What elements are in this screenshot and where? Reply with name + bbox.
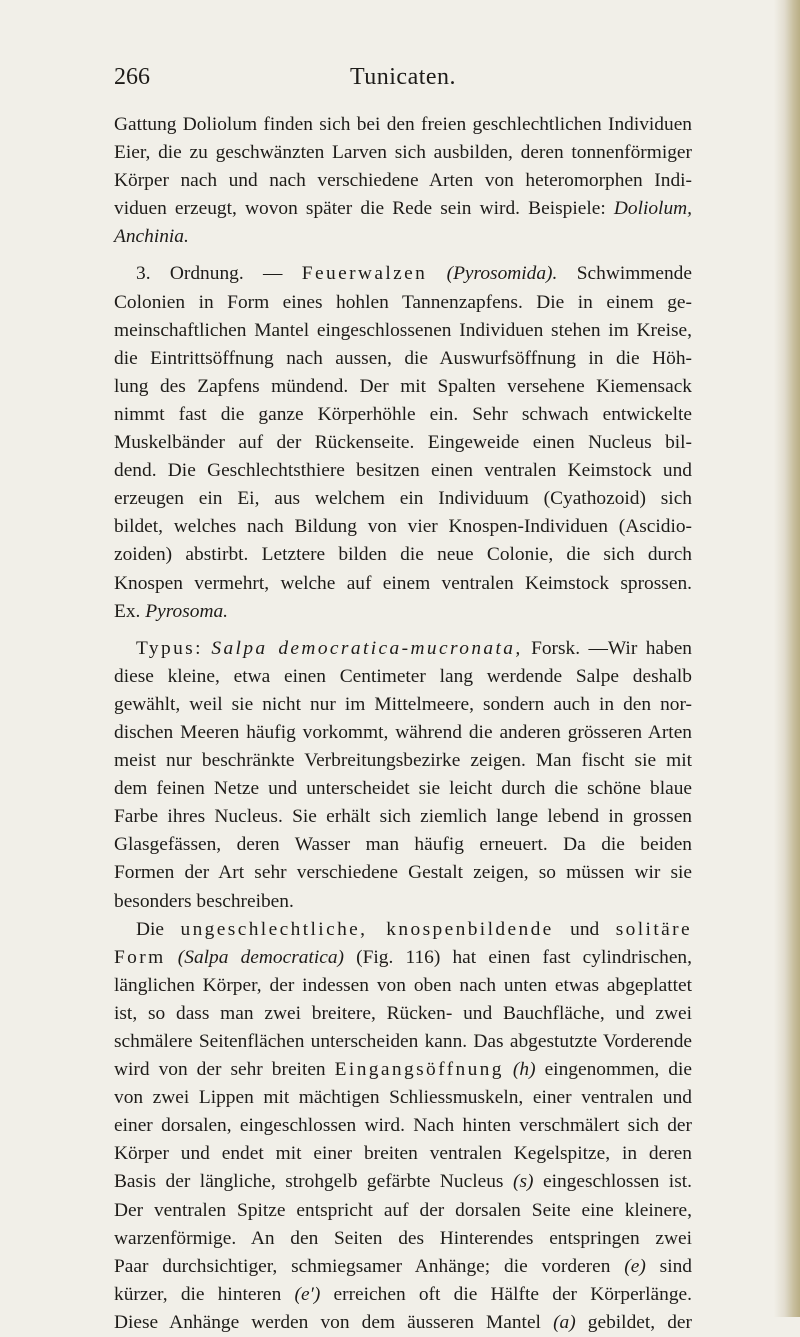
- spaced-term: Eingangsöffnung: [334, 1059, 504, 1081]
- text-run: erreichen oft die Hälfte der Körperlänge.: [333, 1283, 692, 1305]
- text-line: besonders beschreiben.: [114, 890, 294, 912]
- spaced-term: ungeschlechtliche, knospenbildende: [180, 918, 554, 940]
- order-label: 3. Ordnung. —: [136, 263, 283, 285]
- text-line: länglichen Körper, der indessen von oben nach unten etwas abgeplattet: [114, 974, 692, 996]
- text-line: [114, 1309, 692, 1337]
- genus-name: Doliolum,: [613, 198, 692, 220]
- text-line: dischen Meeren häufig vorkommt, während die anderen grösseren Arten: [114, 721, 692, 743]
- text-run: kürzer, die hinteren: [114, 1283, 282, 1305]
- genus-name: Anchinia.: [114, 226, 189, 248]
- order-name: Feuerwalzen: [301, 263, 428, 285]
- text-line: [114, 223, 692, 251]
- text-line: Formen der Art sehr verschiedene Gestalt zeigen, so müssen wir sie: [114, 862, 692, 884]
- text-run: und: [570, 918, 600, 940]
- body-text: [114, 111, 692, 1337]
- text-line: von zwei Lippen mit mächtigen Schliessmuskeln, einer ventralen und: [114, 1087, 692, 1109]
- text-line: lung des Zapfens mündend. Der mit Spalten versehene Kiemensack: [114, 375, 692, 397]
- text-line: Knospen vermehrt, welche auf einem ventralen Keimstock sprossen.: [114, 572, 692, 594]
- text-run: Schwimmende: [576, 263, 692, 285]
- text-line: zoiden) abstirbt. Letztere bilden die neue Colonie, die sich durch: [114, 544, 692, 566]
- text-line: [114, 916, 692, 944]
- text-line: ist, so dass man zwei breitere, Rücken- und Bauchfläche, und zwei: [114, 1002, 692, 1024]
- text-line: Eier, die zu geschwänzten Larven sich ausbilden, deren tonnenförmiger: [114, 142, 692, 164]
- text-line: meinschaftlichen Mantel eingeschlossenen Individuen stehen im Kreise,: [114, 319, 692, 341]
- text-line: gewählt, weil sie nicht nur im Mittelmeere, sondern auch in den nor-: [114, 693, 692, 715]
- text-run: Ex.: [114, 600, 141, 622]
- text-line: warzenförmige. An den Seiten des Hinterendes entspringen zwei: [114, 1227, 692, 1249]
- spaced-term: solitäre: [615, 918, 692, 940]
- text-run: gebildet, der: [587, 1311, 692, 1333]
- text-line: nimmt fast die ganze Körperhöhle ein. Sehr schwach entwickelte: [114, 403, 692, 425]
- text-run: sind: [659, 1255, 692, 1277]
- text-run: Basis der längliche, strohgelb gefärbte Nucleus: [114, 1171, 504, 1193]
- text-run: eingeschlossen ist.: [542, 1171, 692, 1193]
- species-name: Salpa democratica-mucronata,: [211, 637, 523, 659]
- text-run: eingenommen, die: [544, 1059, 692, 1081]
- text-run: Die: [136, 918, 164, 940]
- text-line: [114, 1056, 692, 1084]
- text-line: [114, 260, 692, 288]
- running-title: Tunicaten.: [349, 64, 457, 90]
- text-line: einer dorsalen, eingeschlossen wird. Nach hinten verschmälert sich der: [114, 1115, 692, 1137]
- species-name: (Salpa democratica): [177, 946, 344, 968]
- figure-letter: (s): [513, 1171, 534, 1193]
- genus-name: Pyrosoma.: [145, 600, 229, 622]
- text-line: Gattung Doliolum finden sich bei den freien geschlechtlichen Individuen: [114, 114, 692, 135]
- type-label: Typus:: [136, 637, 203, 659]
- text-run: Paar durchsichtiger, schmiegsamer Anhänge; die vorderen: [114, 1255, 611, 1277]
- spaced-term: Form: [114, 946, 166, 968]
- text-line: schmälere Seitenflächen unterscheiden kann. Das abgestutzte Vorderende: [114, 1031, 692, 1052]
- text-line: [114, 944, 692, 972]
- text-line: Farbe ihres Nucleus. Sie erhält sich ziemlich lange lebend in grossen: [114, 806, 692, 828]
- text-line: Körper und endet mit einer breiten ventralen Kegelspitze, in deren: [114, 1143, 692, 1165]
- figure-letter: (e′): [294, 1283, 321, 1305]
- text-line: [114, 1253, 692, 1281]
- text-line: Colonien in Form eines hohlen Tannenzapfens. Die in einem ge-: [114, 291, 692, 313]
- text-run: Forsk. —Wir haben: [531, 637, 692, 659]
- text-line: diese kleine, etwa einen Centimeter lang werdende Salpe deshalb: [114, 665, 692, 687]
- text-line: die Eintrittsöffnung nach aussen, die Auswurfsöffnung in die Höh-: [114, 347, 692, 369]
- text-line: erzeugen ein Ei, aus welchem ein Individuum (Cyathozoid) sich: [114, 488, 692, 510]
- text-line: meist nur beschränkte Verbreitungsbezirke zeigen. Man fischt sie mit: [114, 750, 692, 772]
- text-line: [114, 635, 692, 663]
- page-edge-shadow: [774, 0, 800, 1317]
- text-line: [114, 1281, 692, 1309]
- text-line: Muskelbänder auf der Rückenseite. Eingeweide einen Nucleus bil-: [114, 432, 692, 454]
- text-run: wird von der sehr breiten: [114, 1059, 326, 1081]
- order-taxon: (Pyrosomida).: [446, 263, 558, 285]
- text-line: [114, 598, 692, 626]
- figure-letter: (a): [553, 1311, 576, 1333]
- text-line: bildet, welches nach Bildung von vier Knospen-Individuen (Ascidio-: [114, 516, 692, 538]
- page-number: 266: [114, 64, 150, 90]
- text-line: Der ventralen Spitze entspricht auf der dorsalen Seite eine kleinere,: [114, 1199, 692, 1221]
- page-header: [114, 64, 692, 96]
- text-run: Diese Anhänge werden von dem äusseren Mantel: [114, 1311, 541, 1333]
- text-run: (Fig. 116) hat einen fast cylindrischen,: [356, 946, 692, 968]
- text-line: Körper nach und nach verschiedene Arten von heteromorphen Indi-: [114, 170, 692, 192]
- text-run: viduen erzeugt, wovon später die Rede sein wird. Beispiele:: [114, 198, 606, 220]
- text-line: dem feinen Netze und unterscheidet sie leicht durch die schöne blaue: [114, 778, 692, 800]
- figure-letter: (e): [624, 1255, 646, 1277]
- text-line: Glasgefässen, deren Wasser man häufig erneuert. Da die beiden: [114, 834, 692, 856]
- text-line: dend. Die Geschlechtsthiere besitzen einen ventralen Keimstock und: [114, 460, 692, 482]
- text-line: [114, 195, 692, 223]
- figure-letter: (h): [512, 1059, 536, 1081]
- text-line: [114, 1168, 692, 1196]
